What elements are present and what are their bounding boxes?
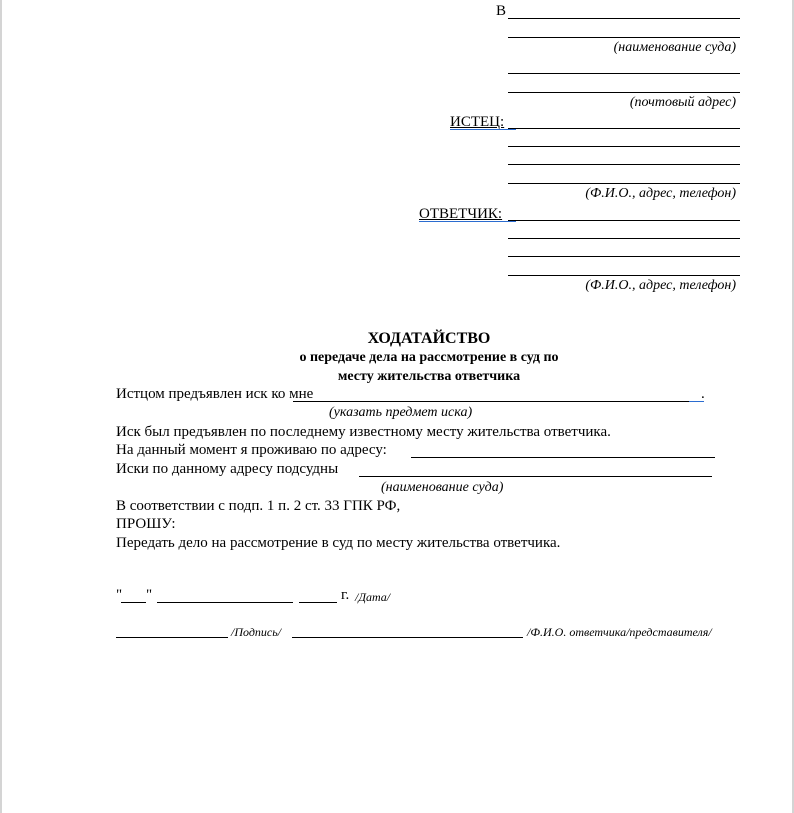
claim-period: . — [701, 386, 705, 402]
plaintiff-line-2[interactable] — [508, 146, 740, 147]
plaintiff-line-1[interactable] — [508, 128, 740, 129]
document-title: ХОДАТАЙСТВО — [367, 330, 491, 347]
to-label: В — [496, 3, 507, 19]
defendant-line-1[interactable] — [508, 220, 740, 221]
signature-line[interactable] — [116, 637, 228, 638]
legal-basis-text: В соответствии с подп. 1 п. 2 ст. 33 ГПК РФ, — [116, 498, 401, 514]
court-name-line-1[interactable] — [508, 18, 740, 19]
address-line-1[interactable] — [508, 73, 740, 74]
defendant-label-underline — [419, 221, 516, 222]
court-caption: (наименование суда) — [613, 40, 736, 55]
jurisdiction-court-caption: (наименование суда) — [381, 480, 504, 495]
last-known-residence-text: Иск был предъявлен по последнему известному месту жительства ответчика. — [116, 424, 611, 440]
claim-text: Истцом предъявлен иск ко мне — [116, 386, 314, 402]
plaintiff-label: ИСТЕЦ: — [450, 114, 505, 130]
current-address-line[interactable] — [411, 457, 715, 458]
plaintiff-caption: (Ф.И.О., адрес, телефон) — [585, 186, 736, 201]
defendant-caption: (Ф.И.О., адрес, телефон) — [585, 278, 736, 293]
date-quote-close: " — [146, 587, 153, 603]
defendant-line-4[interactable] — [508, 275, 740, 276]
signature-caption: /Подпись/ — [231, 625, 282, 639]
date-quote-open: " — [116, 587, 123, 603]
document-subtitle-1: о передаче дела на рассмотрение в суд по — [299, 350, 559, 365]
address-caption: (почтовый адрес) — [629, 95, 736, 110]
defendant-label: ОТВЕТЧИК: — [419, 206, 503, 222]
address-line-2[interactable] — [508, 92, 740, 93]
full-name-line[interactable] — [292, 637, 523, 638]
court-name-line-2[interactable] — [508, 37, 740, 38]
plaintiff-label-underline — [450, 129, 516, 130]
jurisdiction-text: Иски по данному адресу подсудны — [116, 461, 339, 477]
defendant-line-2[interactable] — [508, 238, 740, 239]
claim-subject-line[interactable] — [293, 401, 689, 402]
defendant-line-3[interactable] — [508, 256, 740, 257]
request-text: Передать дело на рассмотрение в суд по месту жительства ответчика. — [116, 535, 561, 551]
date-year-line[interactable] — [299, 602, 337, 603]
plaintiff-line-3[interactable] — [508, 164, 740, 165]
current-address-text: На данный момент я проживаю по адресу: — [116, 442, 387, 458]
date-month-line[interactable] — [157, 602, 293, 603]
jurisdiction-court-line[interactable] — [359, 476, 712, 477]
document-subtitle-2: месту жительства ответчика — [337, 369, 521, 384]
plaintiff-line-4[interactable] — [508, 183, 740, 184]
claim-subject-caption: (указать предмет иска) — [329, 405, 473, 420]
request-heading: ПРОШУ: — [116, 516, 176, 532]
date-caption: /Дата/ — [355, 590, 391, 604]
date-year-suffix: г. — [341, 587, 350, 603]
date-day-line[interactable] — [121, 602, 146, 603]
full-name-caption: /Ф.И.О. ответчика/представителя/ — [527, 625, 712, 639]
